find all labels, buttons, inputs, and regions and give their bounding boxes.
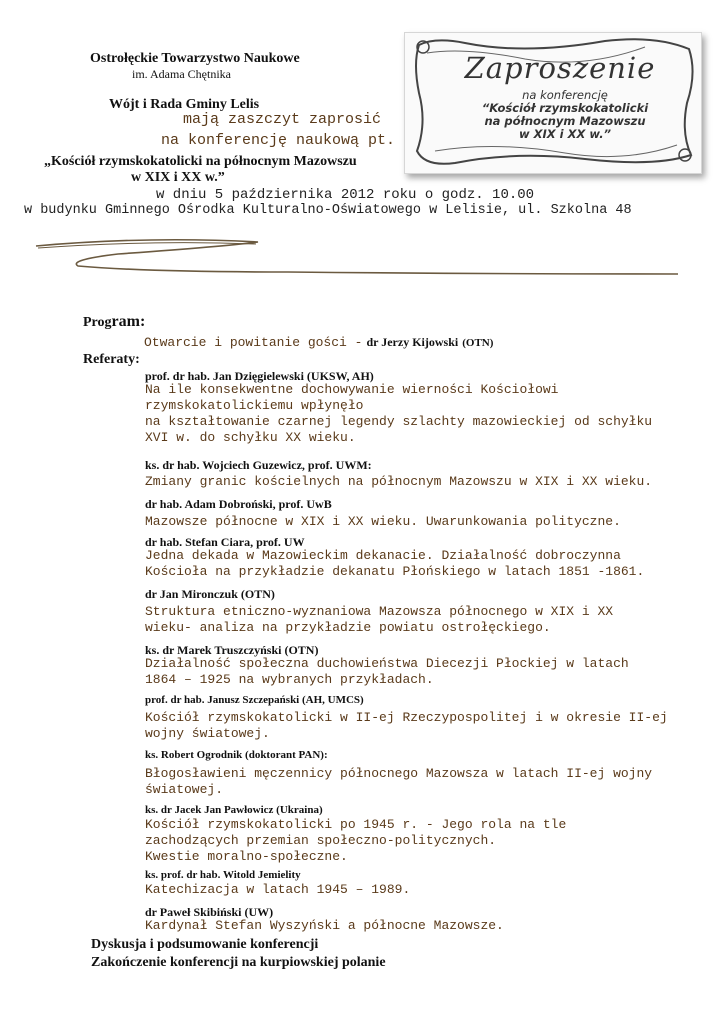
talk-title: Jedna dekada w Mazowieckim dekanacie. Działalność dobroczynna Kościoła na przykładzie dekanatu Płońskiego w latach 1851 -1861.	[145, 548, 645, 579]
opening-speaker: dr Jerzy Kijowski	[366, 335, 459, 349]
program-label	[83, 313, 145, 331]
conference-title-line-1: „Kościół rzymskokatolicki na północnym Mazowszu	[44, 154, 357, 169]
card-line-3: na północnym Mazowszu	[484, 114, 646, 128]
talk-title: Mazowsze północne w XIX i XX wieku. Uwarunkowania polityczne.	[145, 514, 621, 529]
talk-speaker: prof. dr hab. Jan Dzięgielewski (UKSW, AH)	[145, 369, 374, 383]
talk-title: Błogosławieni męczennicy północnego Mazowsza w latach II-ej wojny światowej.	[145, 766, 653, 797]
hosts-line: Wójt i Rada Gminy Lelis	[109, 97, 260, 112]
opening-text: Otwarcie i powitanie gości -	[144, 335, 363, 350]
organization-name: Ostrołęckie Towarzystwo Naukowe	[90, 51, 300, 66]
talk-title: Na ile konsekwentne dochowywanie wierności Kościołowi rzymskokatolickiemu wpłynęło na kształtowanie czarnej legendy szlachty mazowieckiej od schyłku XVI w. do schyłku XX wieku.	[145, 382, 653, 445]
talk-speaker: dr hab. Adam Dobroński, prof. UwB	[145, 497, 332, 511]
program-label-part2: ram:	[111, 313, 146, 330]
card-line-2: “Kościół rzymskokatolicki	[481, 101, 649, 115]
talk-title: Katechizacja w latach 1945 – 1989.	[145, 882, 411, 897]
referaty-label: Referaty:	[83, 352, 140, 367]
talk-title: Kościół rzymskokatolicki w II-ej Rzeczypospolitej i w okresie II-ej wojny światowej.	[145, 710, 668, 741]
talk-title: Działalność społeczna duchowieństwa Diecezji Płockiej w latach 1864 – 1925 na wybranych przykładach.	[145, 656, 629, 687]
talk-speaker: prof. dr hab. Janusz Szczepański (AH, UMCS)	[145, 694, 364, 706]
invite-line-2: na konferencję naukową pt.	[161, 132, 396, 149]
talk-speaker: ks. Robert Ogrodnik (doktorant PAN):	[145, 749, 328, 761]
talk-speaker: ks. dr Jacek Jan Pawłowicz (Ukraina)	[145, 804, 323, 816]
talk-title: Kościół rzymskokatolicki po 1945 r. - Jego rola na tle zachodzących przemian społeczno-politycznych. Kwestie moralno-społeczne.	[145, 817, 567, 864]
card-line-1: na konferencję	[522, 88, 608, 102]
closing-discussion: Dyskusja i podsumowanie konferencji	[91, 937, 319, 952]
organization-patron: im. Adama Chętnika	[132, 67, 231, 81]
card-line-4: w XIX i XX w.”	[519, 127, 611, 141]
swoosh-divider-icon	[28, 234, 688, 284]
opening-org: (OTN)	[462, 337, 494, 349]
closing-ending: Zakończenie konferencji na kurpiowskiej polanie	[91, 955, 386, 970]
talk-title: Zmiany granic kościelnych na północnym Mazowszu w XIX i XX wieku.	[145, 474, 653, 489]
talk-title: Kardynał Stefan Wyszyński a północne Mazowsze.	[145, 918, 504, 933]
talk-speaker: dr hab. Stefan Ciara, prof. UW	[145, 535, 305, 549]
talk-speaker: dr Paweł Skibiński (UW)	[145, 905, 274, 919]
card-title: Zaproszenie	[464, 51, 656, 85]
opening-line	[144, 333, 493, 351]
talk-speaker: dr Jan Mironczuk (OTN)	[145, 587, 275, 601]
talk-speaker: ks. dr Marek Truszczyński (OTN)	[145, 643, 319, 657]
talk-speaker: ks. dr hab. Wojciech Guzewicz, prof. UWM:	[145, 458, 372, 472]
conference-title-line-2: w XIX i XX w.”	[131, 170, 225, 185]
venue-line: w budynku Gminnego Ośrodka Kulturalno-Oświatowego w Lelisie, ul. Szkolna 48	[24, 203, 632, 218]
program-label-part1: Prog	[83, 315, 112, 330]
invite-line-1: mają zaszczyt zaprosić	[183, 111, 382, 128]
talk-title: Struktura etniczno-wyznaniowa Mazowsza północnego w XIX i XX wieku- analiza na przykładzie powiatu ostrołęckiego.	[145, 604, 614, 635]
talk-speaker: ks. prof. dr hab. Witold Jemielity	[145, 869, 301, 881]
invitation-card	[404, 32, 702, 174]
date-line: w dniu 5 października 2012 roku o godz. 10.00	[156, 187, 535, 203]
